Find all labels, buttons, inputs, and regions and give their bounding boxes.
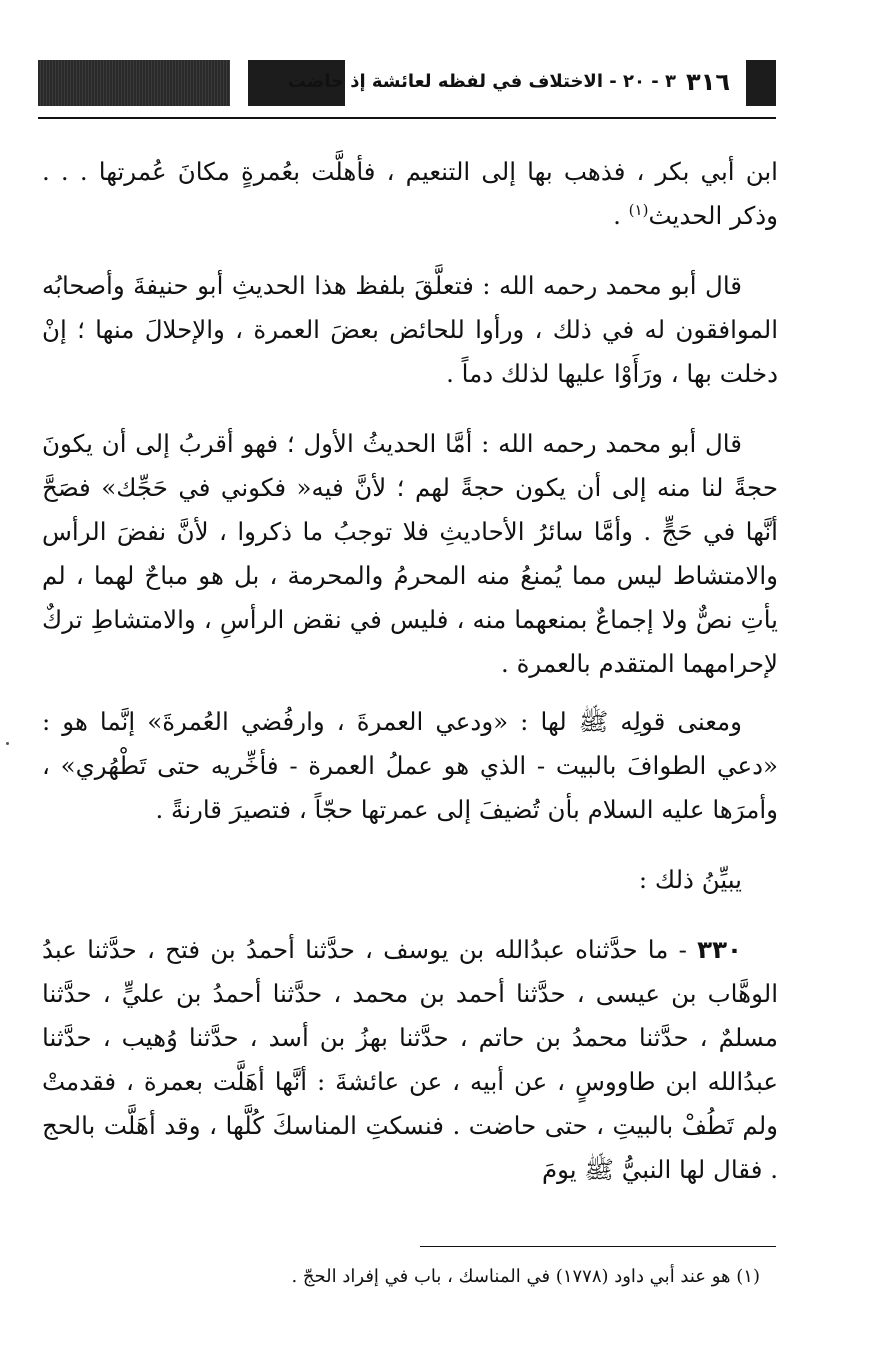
paragraph: قال أبو محمد رحمه الله : أمَّا الحديثُ الأول ؛ فهو أقربُ إلى أن يكونَ حجةً لنا منه إلى أن يكون حجةً لهم ؛ لأنَّ فيه« فكوني في حَجِّك» فصَحَّ أنَّها في حَجٍّ . وأمَّا سائرُ الأحاديثِ فلا توجبُ ما ذكروا ، لأنَّ نفضَ الرأس والامتشاط ليس مما يُمنعُ منه المحرمُ والمحرمة ، بل هو مباحٌ لهما ، لم يأتِ نصٌّ ولا إجماعٌ بمنعهما منه ، فليس في نقض الرأسِ ، والامتشاطِ تركٌ لإحرامهما المتقدم بالعمرة . bbox=[42, 429, 778, 678]
paragraph-end: . bbox=[613, 201, 629, 230]
hadith-paragraph bbox=[42, 928, 778, 1192]
paragraph-continuation bbox=[42, 150, 778, 238]
chapter-title: ٣ - ٢٠ - الاختلاف في لفظه لعائشة إذ حاضت bbox=[287, 71, 676, 92]
hadith-number: ٣٣٠ bbox=[697, 935, 743, 964]
footnote: (١) هو عند أبي داود (١٧٧٨) في المناسك ، باب في إفراد الحجّ . bbox=[291, 1266, 760, 1287]
page-number: ٣١٦ bbox=[686, 68, 730, 96]
paragraph: ومعنى قولِه ﷺ لها : «ودعي العمرةَ ، وارفُضي العُمرةَ» إنَّما هو : «دعي الطوافَ بالبيت - الذي هو عملُ العمرة - فأخِّريه حتى تَطْهُري» ، وأمرَها عليه السلام بأن تُضيفَ إلى عمرتها حجّاً ، فتصيرَ قارنةً . bbox=[42, 707, 778, 824]
header-rule bbox=[38, 117, 776, 119]
header-ornament-left bbox=[38, 60, 230, 106]
hadith-text: - ما حدَّثناه عبدُالله بن يوسف ، حدَّثنا أحمدُ بن فتح ، حدَّثنا عبدُ الوهَّاب بن عيسى ، حدَّثنا أحمد بن محمد ، حدَّثنا أحمدُ بن عليٍّ ، حدَّثنا مسلمٌ ، حدَّثنا محمدُ بن حاتم ، حدَّثنا بهزُ بن أسد ، حدَّثنا وُهيب ، حدَّثنا عبدُالله ابن طاووسٍ ، عن أبيه ، عن عائشةَ : أنَّها أهَلَّت بعمرة ، فقدمتْ ولم تَطُفْ بالبيتِ ، حتى حاضت . فنسكتِ المناسكَ كُلَّها ، وقد أهَلَّت بالحج . فقال لها النبيُّ ﷺ يومَ bbox=[42, 935, 778, 1184]
running-header bbox=[38, 60, 776, 106]
header-ornament-right bbox=[746, 60, 776, 106]
footnote-rule bbox=[420, 1246, 776, 1247]
paragraph: يبيِّنُ ذلك : bbox=[638, 865, 742, 894]
footnote-marker[interactable]: (١) bbox=[628, 200, 649, 219]
margin-mark bbox=[6, 742, 9, 745]
main-text bbox=[42, 150, 778, 1192]
paragraph-text: ابن أبي بكر ، فذهب بها إلى التنعيم ، فأهلَّت بعُمرةٍ مكانَ عُمرتها . . . وذكر الحديث bbox=[42, 157, 778, 230]
paragraph: قال أبو محمد رحمه الله : فتعلَّقَ بلفظ هذا الحديثِ أبو حنيفةَ وأصحابُه الموافقون له في ذلك ، ورأوا للحائض بعضَ العمرة ، والإحلالَ منها ؛ إنْ دخلت بها ، ورَأَوْا عليها لذلك دماً . bbox=[42, 271, 778, 388]
